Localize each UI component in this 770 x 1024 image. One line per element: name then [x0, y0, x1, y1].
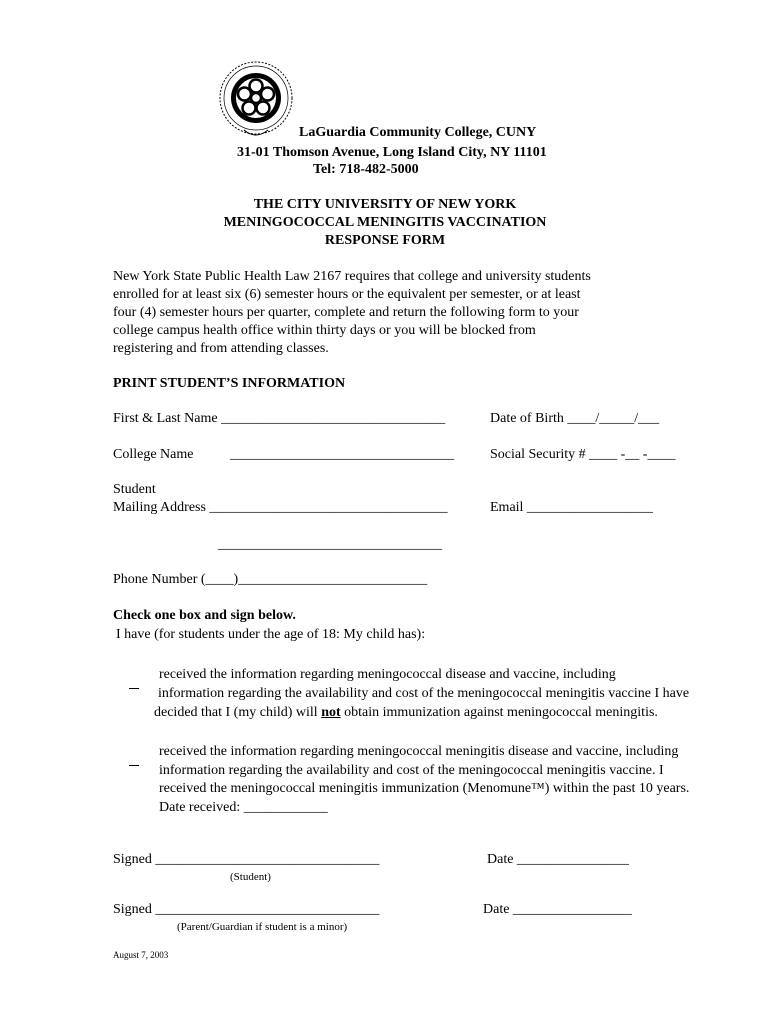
parent-caption: (Parent/Guardian if student is a minor)	[177, 921, 348, 933]
parent-date-field[interactable]: Date _________________	[483, 902, 632, 917]
name-field[interactable]: First & Last Name ________________________________	[113, 411, 446, 426]
ssn-field[interactable]: Social Security # ____ -__ -____	[490, 447, 676, 462]
student-label: Student	[113, 482, 156, 497]
option-1-line-3-post: obtain immunization against meningococcal meningitis.	[340, 705, 658, 720]
student-signature-field[interactable]: Signed ________________________________	[113, 852, 380, 867]
option-1-line-2: information regarding the availability and cost of the meningococcal meningitis vaccine I have	[158, 686, 690, 701]
student-caption: (Student)	[230, 871, 271, 883]
college-name-field[interactable]: ________________________________	[230, 447, 454, 462]
option-2-line-1: received the information regarding meningococcal meningitis disease and vaccine, including	[159, 744, 679, 759]
intro-line-1: New York State Public Health Law 2167 requires that college and university students	[113, 269, 591, 284]
dob-field[interactable]: Date of Birth ____/_____/___	[490, 411, 660, 426]
college-address: 31-01 Thomson Avenue, Long Island City, NY 11101	[237, 145, 547, 160]
college-name-label: College Name	[113, 447, 194, 462]
check-subheading: I have (for students under the age of 18: My child has):	[116, 627, 426, 642]
college-phone: Tel: 718-482-5000	[313, 162, 419, 177]
option-2-date-received[interactable]: Date received: ____________	[159, 800, 328, 815]
college-seal-logo	[216, 60, 296, 140]
option-1-checkbox[interactable]	[129, 680, 139, 689]
option-1-line-3	[154, 704, 658, 722]
phone-field[interactable]: Phone Number (____)___________________________	[113, 572, 428, 587]
title-line-3: RESPONSE FORM	[324, 233, 446, 248]
title-line-1: THE CITY UNIVERSITY OF NEW YORK	[253, 197, 517, 212]
footer-date: August 7, 2003	[113, 950, 169, 960]
email-field[interactable]: Email __________________	[490, 500, 653, 515]
mailing-address-field[interactable]: Mailing Address __________________________________	[113, 500, 448, 515]
intro-line-4: college campus health office within thirty days or you will be blocked from	[113, 323, 536, 338]
address-line-2-field[interactable]: ________________________________	[218, 537, 442, 552]
option-2-line-2: information regarding the availability and cost of the meningococcal meningitis vaccine. I	[159, 763, 664, 778]
college-name: LaGuardia Community College, CUNY	[299, 125, 537, 140]
option-1-not-emphasis: not	[321, 705, 341, 720]
check-heading: Check one box and sign below.	[113, 608, 296, 623]
section-heading: PRINT STUDENT’S INFORMATION	[113, 376, 346, 391]
intro-line-2: enrolled for at least six (6) semester hours or the equivalent per semester, or at least	[113, 287, 581, 302]
intro-line-5: registering and from attending classes.	[113, 341, 329, 356]
option-1-line-1: received the information regarding meningococcal disease and vaccine, including	[159, 667, 616, 682]
option-2-line-3: received the meningococcal meningitis immunization (Menomune™) within the past 10 years.	[159, 781, 690, 796]
intro-line-3: four (4) semester hours per quarter, complete and return the following form to your	[113, 305, 579, 320]
student-date-field[interactable]: Date ________________	[487, 852, 629, 867]
title-line-2: MENINGOCOCCAL MENINGITIS VACCINATION	[223, 215, 547, 230]
parent-signature-field[interactable]: Signed ________________________________	[113, 902, 380, 917]
option-2-checkbox[interactable]	[129, 757, 139, 766]
option-1-line-3-pre: decided that I (my child) will	[154, 705, 322, 720]
